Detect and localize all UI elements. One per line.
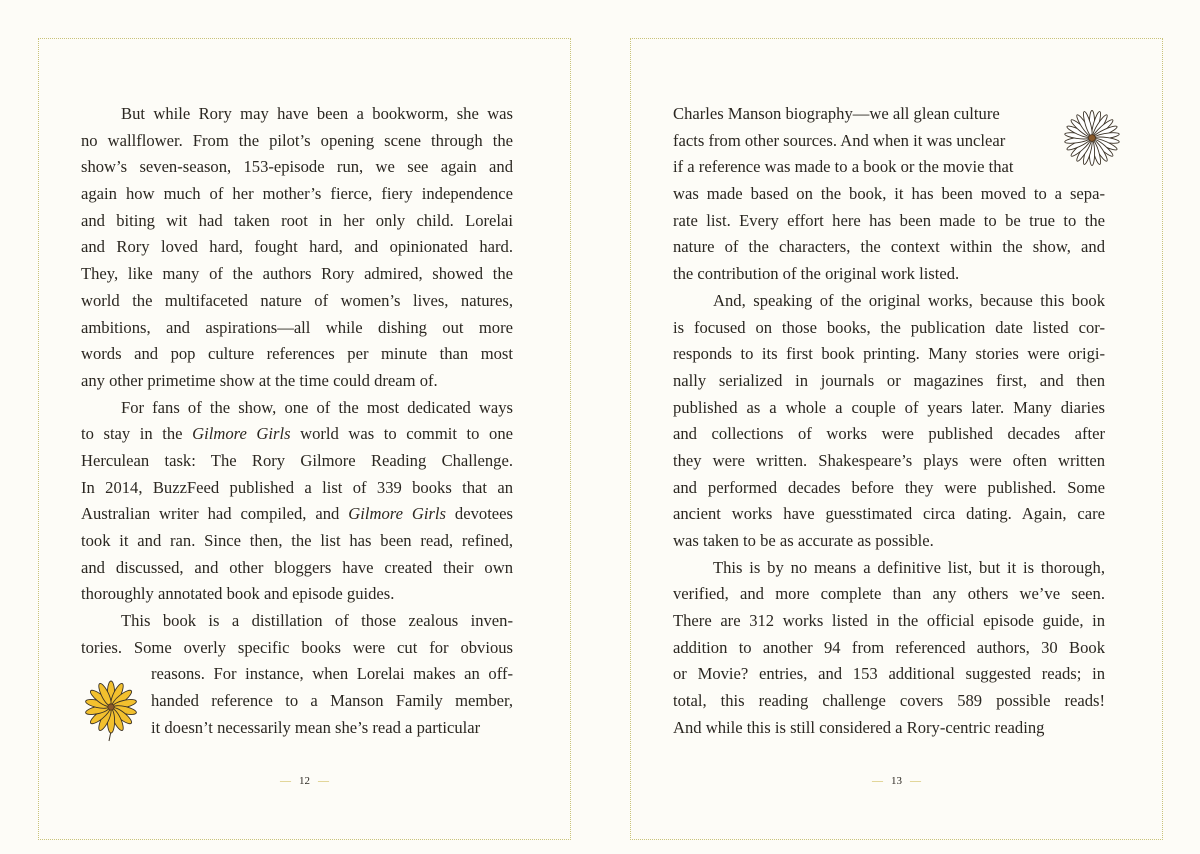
text-line: again how much of her mother’s fierce, fiery independence — [81, 184, 513, 204]
text-line: For fans of the show, one of the most dedicated ways — [121, 397, 513, 417]
left-page-text — [81, 101, 513, 742]
text-line: and Rory loved hard, fought hard, and opinionated hard. — [81, 237, 513, 257]
text-line: This is by no means a definitive list, but it is thorough, — [713, 557, 1105, 577]
text-line: and performed decades before they were published. Some — [673, 477, 1105, 497]
text-line: was taken to be as accurate as possible. — [673, 531, 934, 550]
text-line: to stay in the Gilmore Girls world was to commit to one — [81, 424, 513, 444]
text-line: total, this reading challenge covers 589 possible reads! — [673, 691, 1105, 711]
right-page — [630, 38, 1163, 840]
text-line: reasons. For instance, when Lorelai makes an off- — [151, 664, 513, 684]
text-line: or Movie? entries, and 153 additional suggested reads; in — [673, 664, 1105, 684]
text-line: And, speaking of the original works, because this book — [713, 290, 1105, 310]
text-line: any other primetime show at the time could dream of. — [81, 370, 438, 390]
text-line: They, like many of the authors Rory admired, showed the — [81, 264, 513, 284]
text-line: it doesn’t necessarily mean she’s read a particular — [151, 717, 481, 737]
text-line: But while Rory may have been a bookworm, she was — [121, 104, 513, 123]
text-line: Herculean task: The Rory Gilmore Reading Challenge. — [81, 450, 513, 470]
text-line: facts from other sources. And when it was unclear — [673, 130, 1006, 150]
text-line: no wallflower. From the pilot’s opening scene through the — [81, 130, 513, 150]
text-line: and collections of works were published decades after — [673, 424, 1105, 444]
text-line: ambitions, and aspirations—all while dishing out more — [81, 317, 513, 337]
text-line: This book is a distillation of those zealous inven- — [121, 611, 513, 631]
white-daisy-icon — [1061, 107, 1123, 169]
text-line: nally serialized in journals or magazines first, and then — [673, 370, 1105, 390]
text-line: and discussed, and other bloggers have created their own — [81, 557, 513, 577]
text-line: There are 312 works listed in the official episode guide, in — [673, 611, 1105, 631]
left-page — [38, 38, 571, 840]
page-number: 12 — [299, 775, 310, 787]
text-line: tories. Some overly specific books were cut for obvious — [81, 637, 513, 657]
text-line: rate list. Every effort here has been made to be true to the — [673, 210, 1105, 230]
text-line: published as a whole a couple of years later. Many diaries — [673, 397, 1105, 417]
flower-center — [1089, 135, 1096, 142]
text-line: took it and ran. Since then, the list has been read, refined, — [81, 531, 513, 550]
right-page-folio: — 13 — — [872, 775, 921, 787]
text-line: ancient works have guesstimated circa dating. Again, care — [673, 504, 1105, 524]
text-line: nature of the characters, the context within the show, and — [673, 237, 1105, 257]
text-line: was made based on the book, it has been moved to a sepa- — [673, 184, 1105, 204]
text-line: responds to its first book printing. Many stories were origi- — [673, 344, 1105, 364]
text-line: thoroughly annotated book and episode guides. — [81, 584, 395, 604]
text-line: the contribution of the original work listed. — [673, 264, 960, 284]
text-line: And while this is still considered a Rory-centric reading — [673, 717, 1045, 737]
text-line: if a reference was made to a book or the movie that — [673, 157, 1014, 177]
page-number: 13 — [891, 775, 902, 787]
left-page-folio: — 12 — — [280, 775, 329, 787]
text-line: words and pop culture references per minute than most — [81, 344, 513, 364]
text-line: they were written. Shakespeare’s plays were often written — [673, 450, 1105, 470]
right-page-text — [673, 101, 1105, 742]
text-line: verified, and more complete than any others we’ve seen. — [673, 584, 1105, 604]
text-line: In 2014, BuzzFeed published a list of 339 books that an — [81, 477, 513, 497]
text-line: is focused on those books, the publication date listed cor- — [673, 317, 1105, 337]
text-line: Australian writer had compiled, and Gilmore Girls devotees — [81, 504, 513, 524]
flower-center — [108, 704, 114, 710]
text-line: handed reference to a Manson Family member, — [151, 691, 513, 711]
text-line: Charles Manson biography—we all glean culture — [673, 104, 1000, 123]
text-line: addition to another 94 from referenced authors, 30 Book — [673, 637, 1105, 657]
text-line: show’s seven-season, 153-episode run, we see again and — [81, 157, 513, 177]
text-line: world the multifaceted nature of women’s lives, natures, — [81, 290, 513, 310]
text-line: and biting wit had taken root in her only child. Lorelai — [81, 210, 513, 230]
yellow-daisy-icon — [81, 671, 141, 743]
